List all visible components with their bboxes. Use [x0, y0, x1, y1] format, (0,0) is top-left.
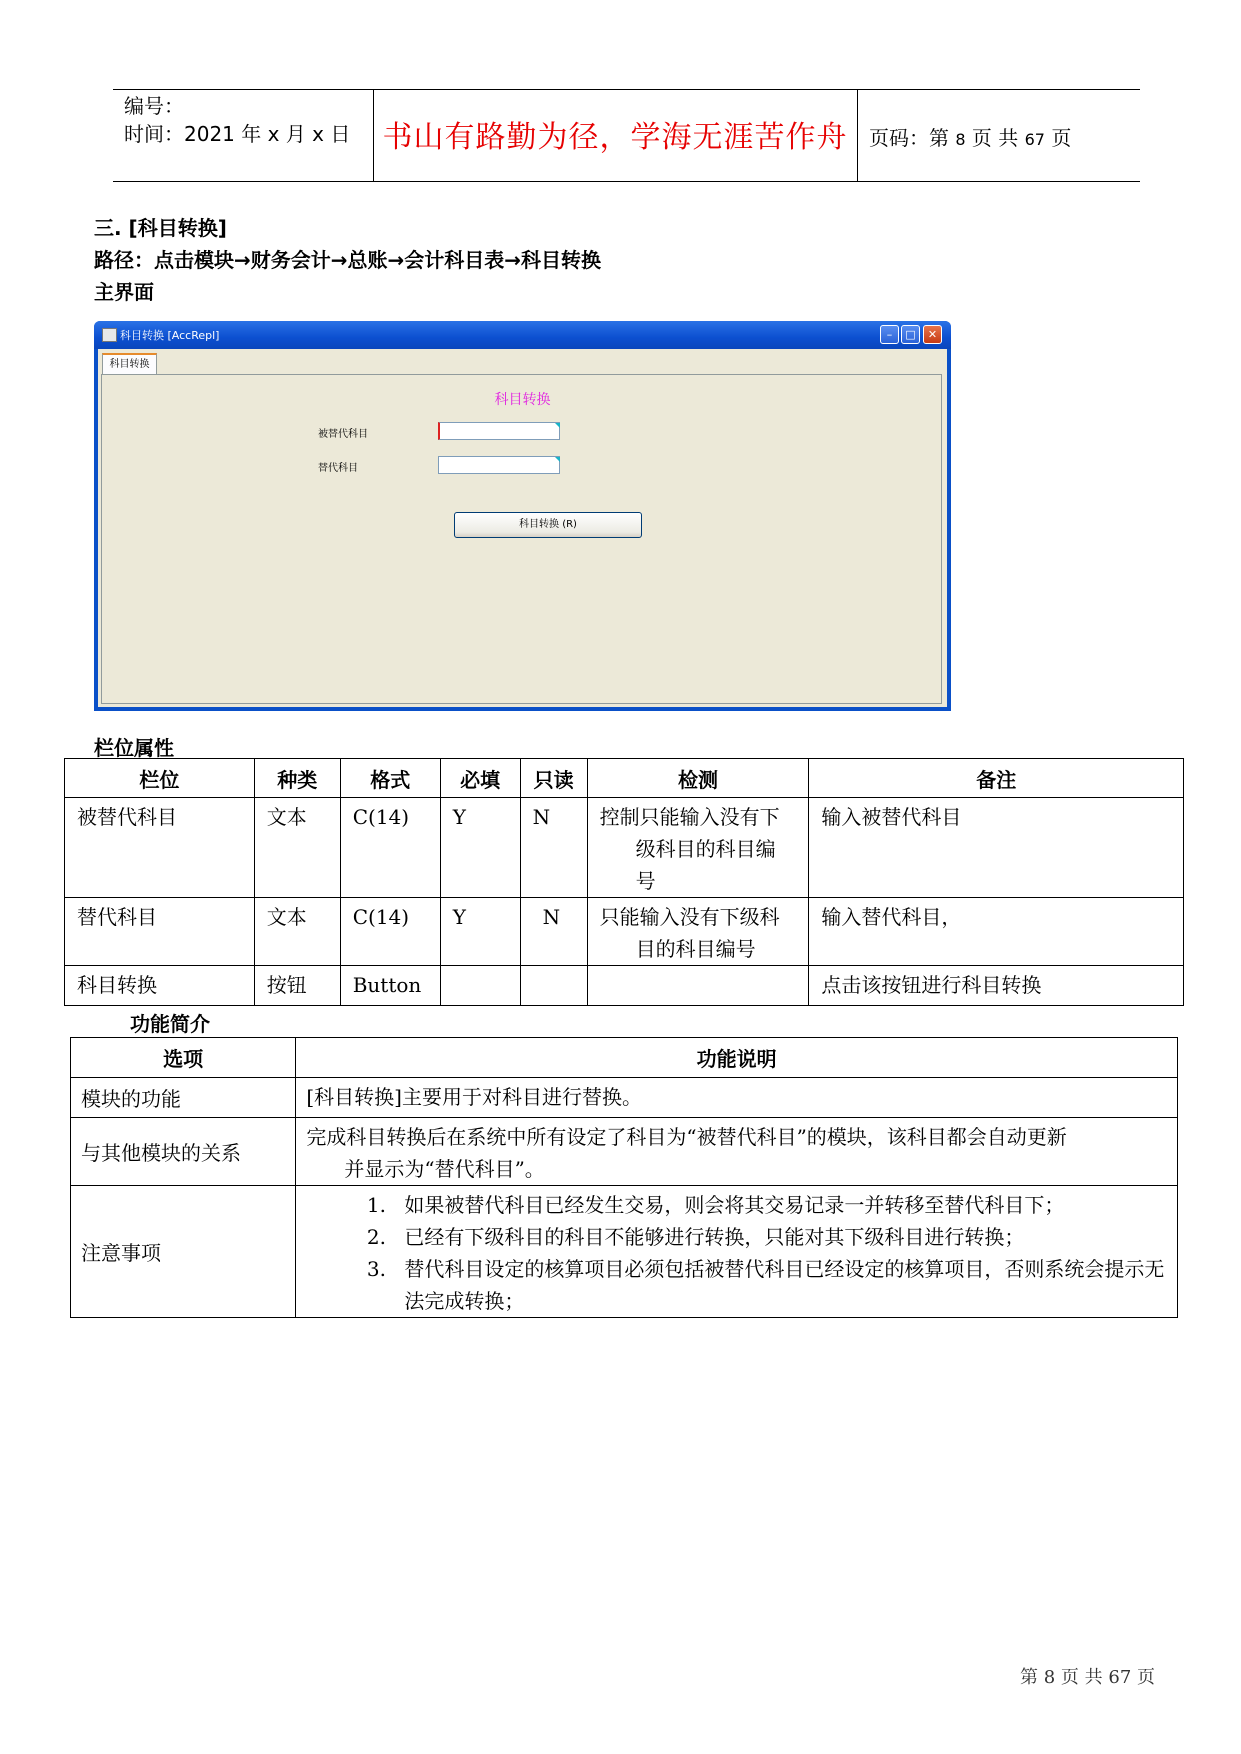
section-path: 路径：点击模块→财务会计→总账→会计科目表→科目转换	[94, 248, 602, 272]
window-title: 科目转换 [AccRepl]	[120, 329, 220, 342]
check-text: 控制只能输入没有下	[599, 805, 780, 829]
cell-required	[440, 966, 520, 1006]
cell-required: Y	[440, 798, 520, 898]
main-ui-label: 主界面	[94, 280, 154, 304]
column-header: 栏位	[65, 759, 255, 798]
desc-text: 完成科目转换后在系统中所有设定了科目为“被替代科目”的模块，该科目都会自动更新	[306, 1125, 1067, 1149]
replaced-account-input[interactable]	[438, 422, 560, 440]
column-header: 备注	[809, 759, 1184, 798]
cell-readonly: N	[520, 898, 587, 966]
page-number: 8	[955, 130, 966, 149]
table-row	[65, 898, 1184, 966]
cell-desc	[296, 1118, 1178, 1186]
maximize-icon[interactable]: □	[901, 325, 920, 344]
header-motto: 书山有路勤为径，学海无涯苦作舟	[382, 120, 848, 155]
close-icon[interactable]: ✕	[923, 325, 942, 344]
table-row	[71, 1186, 1178, 1318]
list-item: 3. 替代科目设定的核算项目必须包括被替代科目已经设定的核算项目，否则系统会提示无法完成转换；	[392, 1253, 1169, 1317]
convert-account-button[interactable]: 科目转换 (R)	[454, 512, 642, 538]
column-header: 只读	[520, 759, 587, 798]
header-page-info	[869, 122, 1071, 151]
lookup-marker-icon	[555, 423, 560, 428]
window-body	[98, 349, 947, 707]
header-divider-2	[857, 89, 858, 181]
page-prefix: 页码：第	[869, 126, 949, 150]
column-header: 必填	[440, 759, 520, 798]
column-header: 格式	[340, 759, 440, 798]
page-suffix: 页	[1051, 126, 1072, 150]
cell-kind: 文本	[254, 898, 340, 966]
tab-account-conversion[interactable]: 科目转换	[102, 353, 157, 375]
cell-field: 科目转换	[65, 966, 255, 1006]
column-header: 功能说明	[296, 1038, 1178, 1078]
desc-text: 并显示为“替代科目”。	[344, 1157, 545, 1181]
cell-check	[587, 966, 809, 1006]
cell-kind: 按钮	[254, 966, 340, 1006]
lookup-marker-icon	[555, 457, 560, 462]
header-meta	[124, 92, 350, 148]
window-titlebar[interactable]	[94, 321, 951, 349]
page-footer: 第 8 页 共 67 页	[1020, 1667, 1155, 1688]
notes-list	[306, 1189, 1169, 1317]
column-header: 检测	[587, 759, 809, 798]
cell-format: Button	[340, 966, 440, 1006]
cell-kind: 文本	[254, 798, 340, 898]
cell-format: C(14)	[340, 798, 440, 898]
function-summary-table	[70, 1037, 1178, 1318]
cell-note: 输入替代科目，	[809, 898, 1184, 966]
cell-readonly	[520, 966, 587, 1006]
list-item: 1. 如果被替代科目已经发生交易，则会将其交易记录一并转移至替代科目下；	[392, 1189, 1169, 1221]
cell-check	[587, 798, 809, 898]
replacement-account-label: 替代科目	[318, 463, 358, 474]
list-item: 2. 已经有下级科目的科目不能够进行转换，只能对其下级科目进行转换；	[392, 1221, 1169, 1253]
field-properties-table	[64, 758, 1184, 1006]
table-row	[65, 798, 1184, 898]
cell-note: 点击该按钮进行科目转换	[809, 966, 1184, 1006]
table-header-row	[71, 1038, 1178, 1078]
table-row	[71, 1118, 1178, 1186]
cell-format: C(14)	[340, 898, 440, 966]
app-window	[94, 321, 951, 711]
cell-option: 模块的功能	[71, 1078, 296, 1118]
app-icon	[102, 328, 117, 342]
tab-pane	[101, 374, 942, 704]
field-table-caption: 栏位属性	[94, 736, 174, 760]
replacement-account-input[interactable]	[438, 456, 560, 474]
minimize-icon[interactable]: –	[880, 325, 899, 344]
page-mid: 页 共	[971, 126, 1019, 150]
check-text: 目的科目编号	[635, 937, 756, 961]
cell-field: 替代科目	[65, 898, 255, 966]
check-text: 只能输入没有下级科	[599, 905, 780, 929]
check-text: 级科目的科目编	[635, 837, 776, 861]
cell-desc	[296, 1186, 1178, 1318]
cell-field: 被替代科目	[65, 798, 255, 898]
serial-label: 编号：	[124, 94, 184, 118]
cell-option: 与其他模块的关系	[71, 1118, 296, 1186]
section-title: 三. [科目转换]	[94, 216, 227, 240]
cell-check	[587, 898, 809, 966]
page-total: 67	[1024, 130, 1045, 149]
header-bottom-rule	[113, 181, 1140, 182]
cell-desc: [科目转换]主要用于对科目进行替换。	[296, 1078, 1178, 1118]
table-header-row	[65, 759, 1184, 798]
time-label: 时间：2021 年 x 月 x 日	[124, 122, 351, 146]
cell-readonly: N	[520, 798, 587, 898]
func-table-caption: 功能简介	[130, 1012, 210, 1036]
replaced-account-label: 被替代科目	[318, 429, 368, 440]
table-row	[71, 1078, 1178, 1118]
cell-option: 注意事项	[71, 1186, 296, 1318]
table-row	[65, 966, 1184, 1006]
form-title: 科目转换	[494, 392, 551, 408]
column-header: 种类	[254, 759, 340, 798]
header-top-rule	[113, 89, 1140, 90]
cell-note: 输入被替代科目	[809, 798, 1184, 898]
check-text: 号	[635, 869, 656, 893]
column-header: 选项	[71, 1038, 296, 1078]
cell-required: Y	[440, 898, 520, 966]
